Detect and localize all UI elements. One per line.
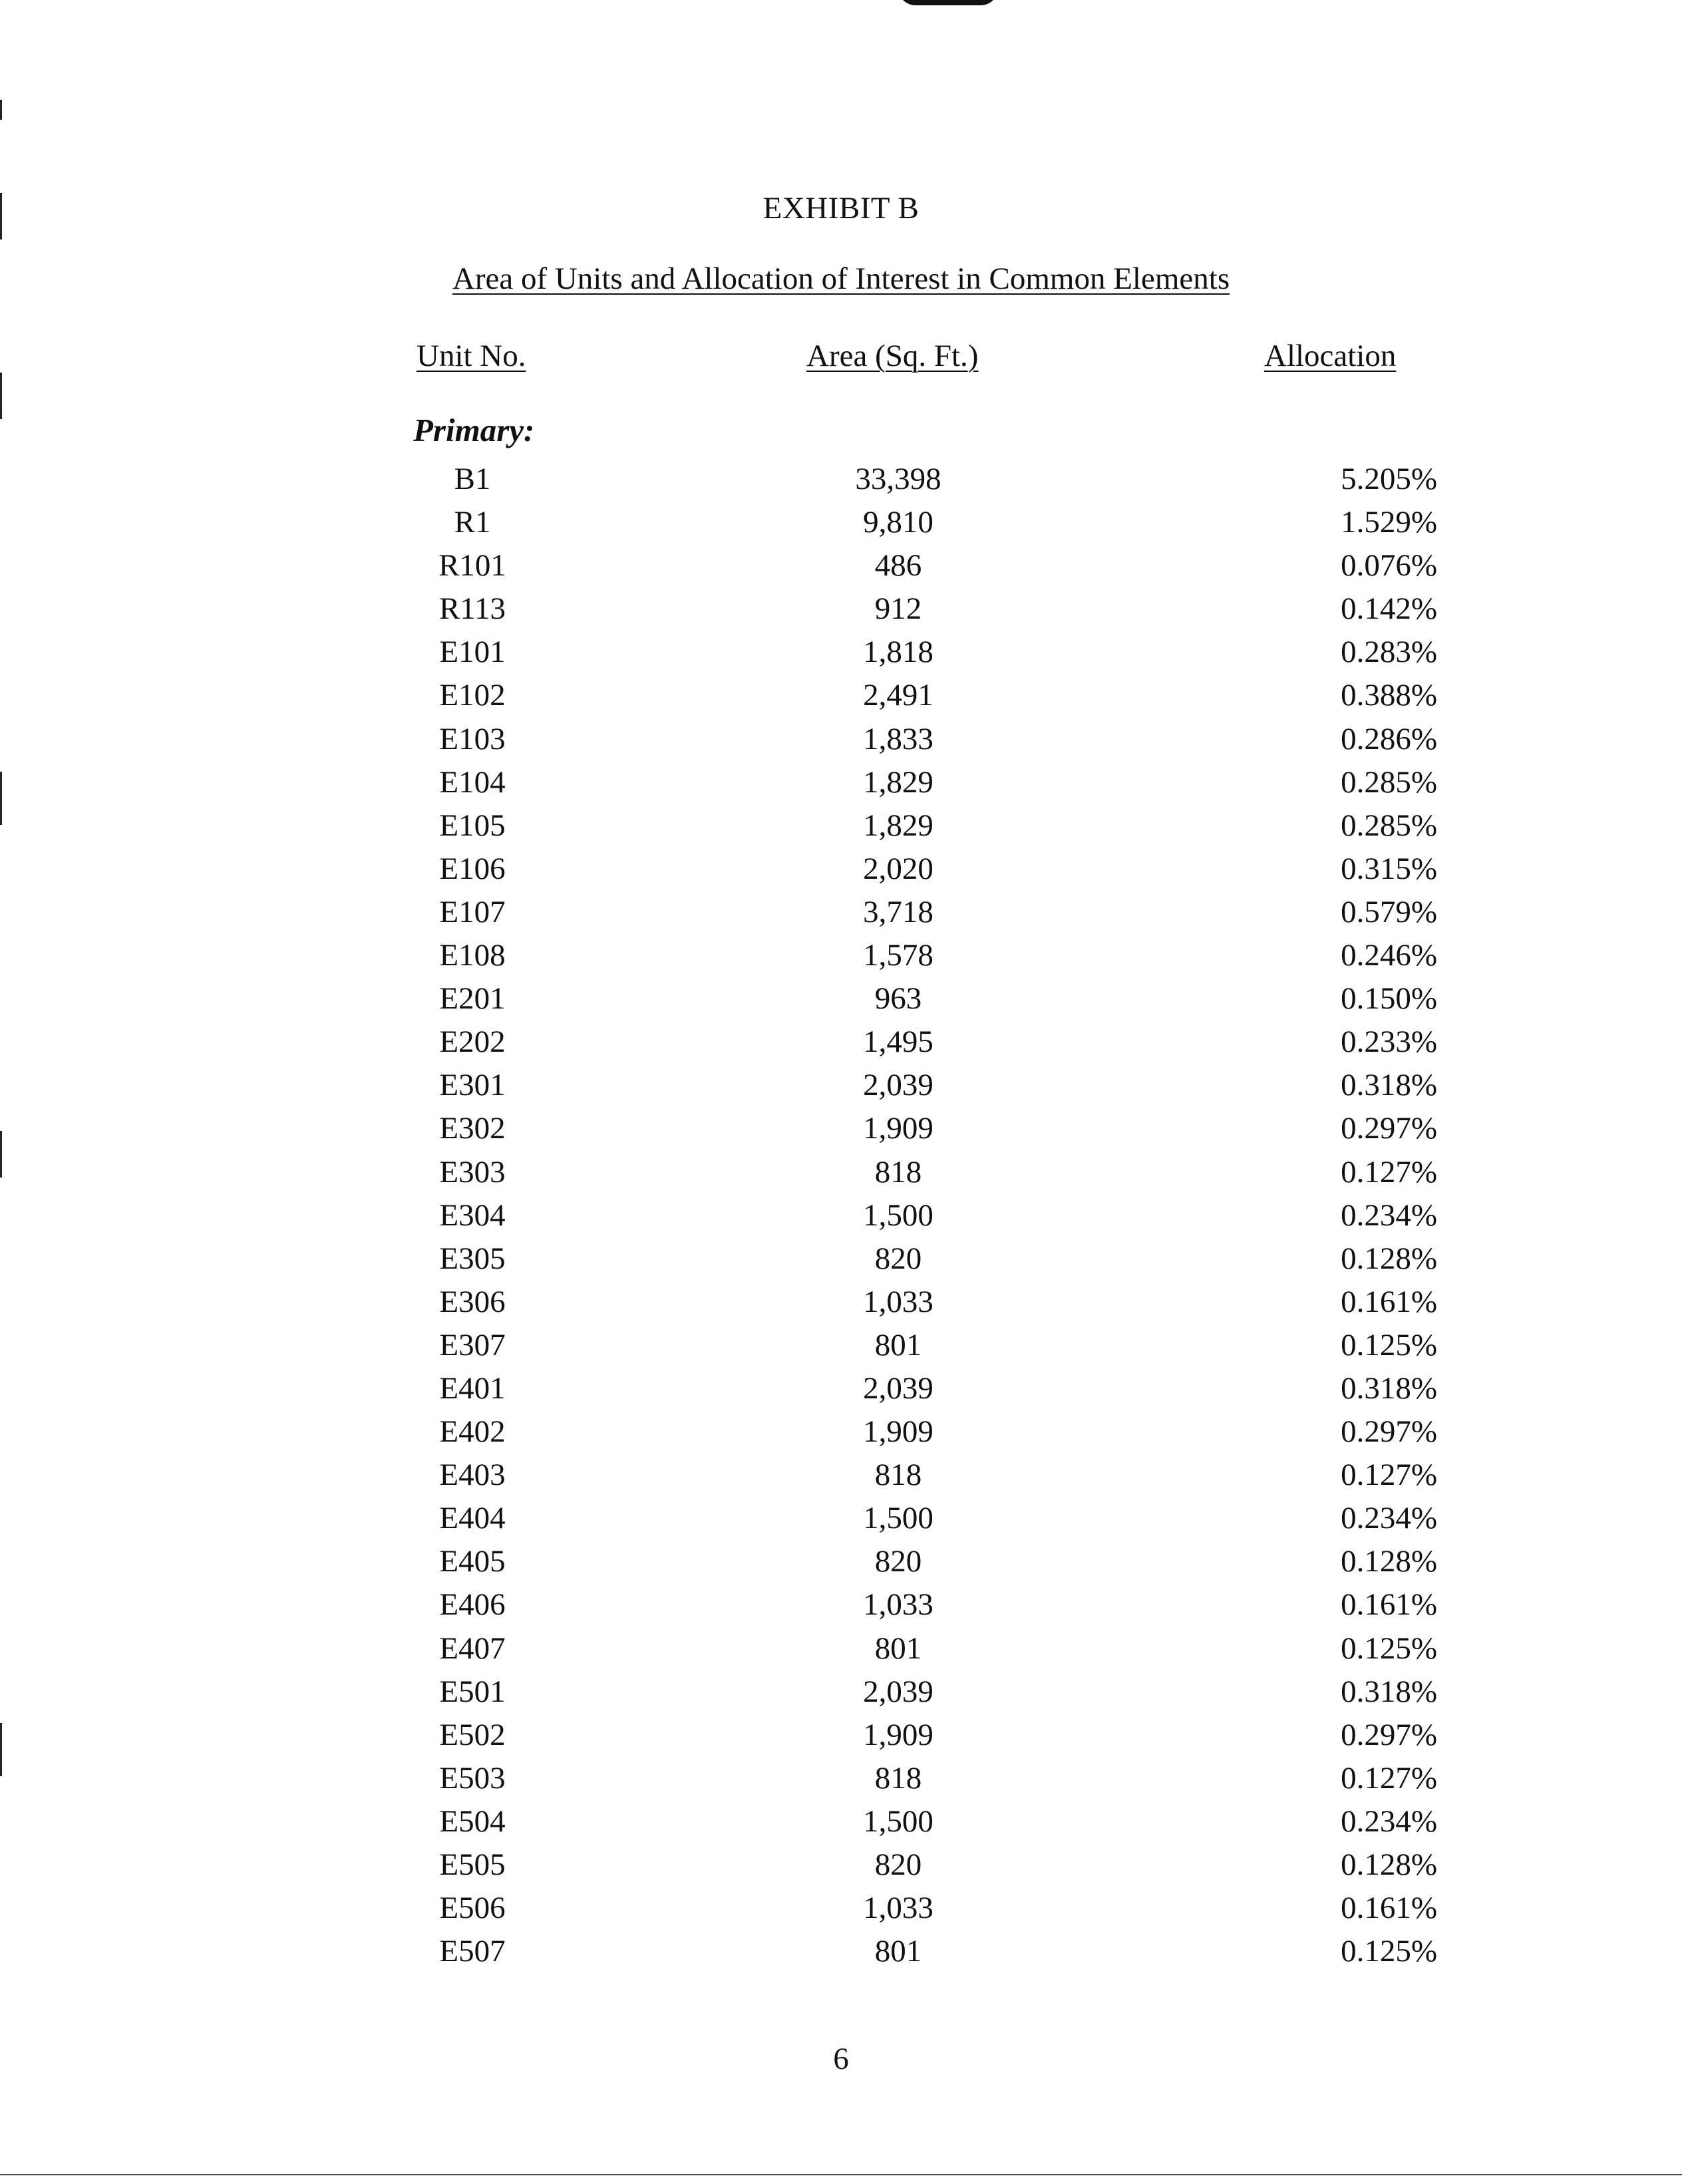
unit-area: 801 bbox=[874, 1934, 922, 1969]
unit-number: E506 bbox=[439, 1891, 506, 1926]
table-row bbox=[0, 891, 1682, 934]
unit-area: 1,829 bbox=[863, 764, 933, 800]
unit-allocation: 0.128% bbox=[1341, 1847, 1437, 1882]
unit-number: E202 bbox=[439, 1024, 506, 1060]
unit-allocation: 0.125% bbox=[1341, 1934, 1437, 1969]
table-row bbox=[0, 1497, 1682, 1540]
unit-number: E306 bbox=[439, 1284, 506, 1319]
scan-artifact bbox=[898, 0, 998, 5]
unit-number: E501 bbox=[439, 1674, 506, 1709]
unit-number: B1 bbox=[454, 462, 491, 496]
table-row bbox=[0, 544, 1682, 587]
table-row bbox=[0, 848, 1682, 891]
unit-number: E505 bbox=[439, 1847, 506, 1882]
table-row bbox=[0, 1800, 1682, 1843]
table-row bbox=[0, 1583, 1682, 1627]
unit-number: R113 bbox=[438, 591, 506, 627]
unit-allocation: 0.125% bbox=[1341, 1327, 1437, 1362]
unit-area: 2,039 bbox=[863, 1674, 933, 1709]
exhibit-title: EXHIBIT B bbox=[762, 191, 920, 226]
unit-allocation: 0.297% bbox=[1341, 1111, 1437, 1146]
table-row bbox=[0, 1281, 1682, 1324]
table-row bbox=[0, 1930, 1682, 1973]
table-row bbox=[0, 1194, 1682, 1237]
unit-number: R101 bbox=[438, 548, 506, 583]
table-row bbox=[0, 1887, 1682, 1930]
unit-allocation: 0.297% bbox=[1341, 1414, 1437, 1450]
table-row bbox=[0, 1324, 1682, 1367]
unit-number: E307 bbox=[439, 1327, 506, 1362]
unit-area: 820 bbox=[874, 1847, 922, 1882]
table-row bbox=[0, 1410, 1682, 1454]
unit-number: E503 bbox=[439, 1760, 506, 1795]
exhibit-subtitle-text: Area of Units and Allocation of Interest in Common Elements bbox=[452, 261, 1230, 296]
unit-area: 912 bbox=[874, 591, 922, 627]
unit-allocation: 0.283% bbox=[1341, 635, 1437, 670]
unit-area: 1,500 bbox=[863, 1803, 933, 1839]
unit-allocation: 0.128% bbox=[1341, 1544, 1437, 1579]
table-row bbox=[0, 761, 1682, 804]
unit-area: 1,500 bbox=[863, 1197, 933, 1233]
unit-area: 2,039 bbox=[863, 1370, 933, 1406]
unit-area: 2,020 bbox=[863, 851, 933, 886]
unit-area: 2,039 bbox=[863, 1068, 933, 1103]
unit-allocation: 0.318% bbox=[1341, 1068, 1437, 1103]
unit-number: E402 bbox=[439, 1414, 506, 1450]
unit-allocation: 0.076% bbox=[1341, 548, 1437, 583]
unit-area: 963 bbox=[874, 981, 922, 1016]
unit-allocation: 0.128% bbox=[1341, 1241, 1437, 1276]
unit-allocation: 0.127% bbox=[1341, 1154, 1437, 1189]
table-row bbox=[0, 1843, 1682, 1887]
edge-mark bbox=[0, 100, 2, 120]
unit-number: E106 bbox=[439, 851, 506, 886]
unit-allocation: 0.150% bbox=[1341, 981, 1437, 1016]
unit-area: 820 bbox=[874, 1544, 922, 1579]
unit-table bbox=[0, 458, 1682, 1973]
table-row bbox=[0, 718, 1682, 761]
table-row bbox=[0, 1237, 1682, 1281]
unit-allocation: 0.234% bbox=[1341, 1803, 1437, 1839]
unit-area: 3,718 bbox=[863, 894, 933, 929]
table-row bbox=[0, 631, 1682, 674]
unit-area: 486 bbox=[874, 548, 922, 583]
unit-number: R1 bbox=[454, 505, 491, 540]
unit-area: 1,500 bbox=[863, 1501, 933, 1536]
unit-number: E107 bbox=[439, 894, 506, 929]
unit-area: 2,491 bbox=[863, 678, 933, 713]
unit-number: E303 bbox=[439, 1154, 506, 1189]
table-row bbox=[0, 458, 1682, 501]
unit-allocation: 5.205% bbox=[1341, 462, 1437, 496]
unit-area: 9,810 bbox=[863, 505, 933, 540]
unit-number: E507 bbox=[439, 1934, 506, 1969]
unit-area: 801 bbox=[874, 1327, 922, 1362]
unit-number: E304 bbox=[439, 1197, 506, 1233]
unit-area: 801 bbox=[874, 1631, 922, 1666]
column-header-allocation: Allocation bbox=[1264, 339, 1397, 373]
unit-allocation: 0.246% bbox=[1341, 938, 1437, 973]
unit-allocation: 0.161% bbox=[1341, 1587, 1437, 1623]
unit-number: E407 bbox=[439, 1631, 506, 1666]
table-row bbox=[0, 674, 1682, 717]
unit-number: E404 bbox=[439, 1501, 506, 1536]
exhibit-subtitle bbox=[0, 261, 1682, 297]
unit-number: E405 bbox=[439, 1544, 506, 1579]
column-header-area: Area (Sq. Ft.) bbox=[806, 339, 979, 373]
column-header-unit: Unit No. bbox=[417, 339, 526, 373]
section-label-primary: Primary: bbox=[413, 412, 535, 448]
unit-number: E201 bbox=[439, 981, 506, 1016]
unit-area: 1,909 bbox=[863, 1717, 933, 1752]
unit-area: 1,033 bbox=[863, 1587, 933, 1623]
unit-allocation: 0.234% bbox=[1341, 1501, 1437, 1536]
unit-allocation: 0.234% bbox=[1341, 1197, 1437, 1233]
unit-area: 1,033 bbox=[863, 1284, 933, 1319]
table-row bbox=[0, 1367, 1682, 1410]
unit-area: 1,829 bbox=[863, 808, 933, 843]
unit-allocation: 0.318% bbox=[1341, 1370, 1437, 1406]
table-row bbox=[0, 1454, 1682, 1497]
unit-area: 1,578 bbox=[863, 938, 933, 973]
unit-number: E101 bbox=[439, 635, 506, 670]
unit-number: E301 bbox=[439, 1068, 506, 1103]
table-row bbox=[0, 1107, 1682, 1150]
unit-number: E102 bbox=[439, 678, 506, 713]
unit-number: E502 bbox=[439, 1717, 506, 1752]
unit-allocation: 0.285% bbox=[1341, 764, 1437, 800]
unit-number: E401 bbox=[439, 1370, 506, 1406]
unit-area: 1,909 bbox=[863, 1111, 933, 1146]
unit-number: E104 bbox=[439, 764, 506, 800]
unit-area: 33,398 bbox=[855, 462, 941, 496]
unit-area: 818 bbox=[874, 1154, 922, 1189]
unit-number: E108 bbox=[439, 938, 506, 973]
unit-area: 1,818 bbox=[863, 635, 933, 670]
table-row bbox=[0, 587, 1682, 631]
unit-area: 1,909 bbox=[863, 1414, 933, 1450]
page-bottom-edge bbox=[0, 2174, 1682, 2175]
table-row bbox=[0, 1064, 1682, 1107]
table-row bbox=[0, 1020, 1682, 1064]
unit-allocation: 0.161% bbox=[1341, 1891, 1437, 1926]
unit-allocation: 0.579% bbox=[1341, 894, 1437, 929]
unit-allocation: 0.388% bbox=[1341, 678, 1437, 713]
unit-allocation: 0.318% bbox=[1341, 1674, 1437, 1709]
unit-number: E302 bbox=[439, 1111, 506, 1146]
unit-allocation: 0.125% bbox=[1341, 1631, 1437, 1666]
table-row bbox=[0, 1540, 1682, 1583]
table-row bbox=[0, 1627, 1682, 1670]
unit-area: 820 bbox=[874, 1241, 922, 1276]
table-row bbox=[0, 1670, 1682, 1714]
table-row bbox=[0, 1151, 1682, 1194]
unit-number: E504 bbox=[439, 1803, 506, 1839]
unit-number: E105 bbox=[439, 808, 506, 843]
unit-number: E305 bbox=[439, 1241, 506, 1276]
table-row bbox=[0, 934, 1682, 977]
unit-area: 1,495 bbox=[863, 1024, 933, 1060]
unit-allocation: 0.233% bbox=[1341, 1024, 1437, 1060]
unit-allocation: 0.286% bbox=[1341, 721, 1437, 756]
unit-allocation: 0.161% bbox=[1341, 1284, 1437, 1319]
table-row bbox=[0, 501, 1682, 544]
table-row bbox=[0, 804, 1682, 848]
edge-mark bbox=[0, 373, 2, 419]
unit-allocation: 1.529% bbox=[1341, 505, 1437, 540]
unit-number: E103 bbox=[439, 721, 506, 756]
unit-area: 818 bbox=[874, 1458, 922, 1493]
unit-allocation: 0.297% bbox=[1341, 1717, 1437, 1752]
unit-allocation: 0.142% bbox=[1341, 591, 1437, 627]
unit-number: E403 bbox=[439, 1458, 506, 1493]
unit-allocation: 0.127% bbox=[1341, 1760, 1437, 1795]
page-number: 6 bbox=[833, 2042, 849, 2076]
table-row bbox=[0, 1757, 1682, 1800]
table-row bbox=[0, 1714, 1682, 1757]
unit-allocation: 0.315% bbox=[1341, 851, 1437, 886]
unit-area: 1,033 bbox=[863, 1891, 933, 1926]
unit-area: 1,833 bbox=[863, 721, 933, 756]
unit-area: 818 bbox=[874, 1760, 922, 1795]
unit-number: E406 bbox=[439, 1587, 506, 1623]
table-row bbox=[0, 977, 1682, 1020]
unit-allocation: 0.127% bbox=[1341, 1458, 1437, 1493]
unit-allocation: 0.285% bbox=[1341, 808, 1437, 843]
